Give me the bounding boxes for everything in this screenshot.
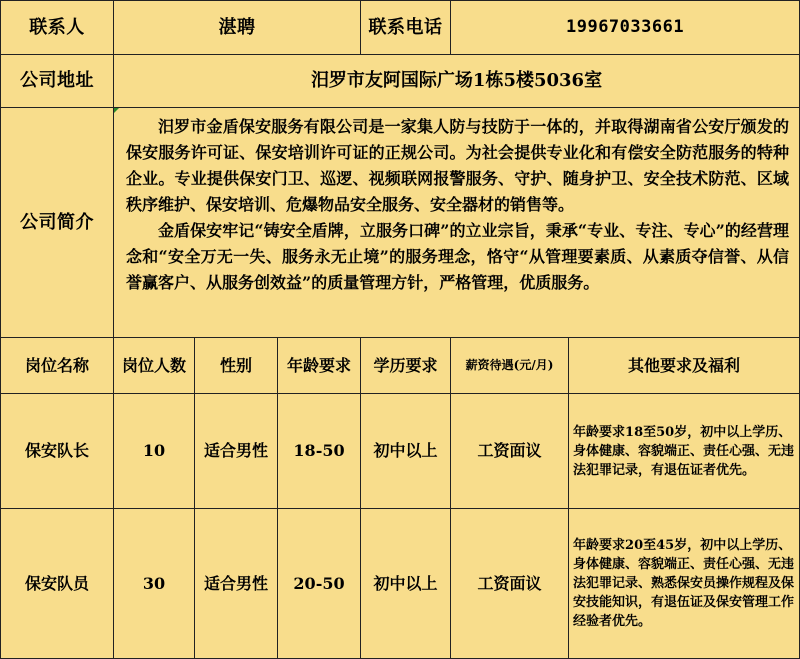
header-education: 学历要求 <box>361 338 451 394</box>
job-gender: 适合男性 <box>195 509 278 659</box>
contact-row <box>1 1 800 55</box>
cell-corner-marker <box>114 108 119 113</box>
header-gender: 性别 <box>195 338 278 394</box>
job-other: 年龄要求20至45岁，初中以上学历、身体健康、容貌端正、责任心强、无违法犯罪记录、熟悉保安员操作规程及保安技能知识，有退伍证及保安管理工作经验者优先。 <box>569 509 800 659</box>
header-age: 年龄要求 <box>278 338 361 394</box>
header-count: 岗位人数 <box>114 338 195 394</box>
table-row <box>1 394 800 509</box>
contact-person-value: 湛聘 <box>114 1 361 55</box>
job-count: 30 <box>114 509 195 659</box>
address-row <box>1 55 800 108</box>
header-position: 岗位名称 <box>1 338 114 394</box>
intro-text <box>114 108 800 338</box>
job-count: 10 <box>114 394 195 509</box>
job-position: 保安队员 <box>1 509 114 659</box>
job-education: 初中以上 <box>361 394 451 509</box>
job-age: 20-50 <box>278 509 361 659</box>
table-row <box>1 509 800 659</box>
address-value: 汨罗市友阿国际广场1栋5楼5036室 <box>114 55 800 108</box>
jobs-header-row <box>1 338 800 394</box>
job-education: 初中以上 <box>361 509 451 659</box>
job-age: 18-50 <box>278 394 361 509</box>
intro-label: 公司简介 <box>1 108 114 338</box>
contact-person-label: 联系人 <box>1 1 114 55</box>
contact-phone-label: 联系电话 <box>361 1 451 55</box>
job-salary: 工资面议 <box>451 509 569 659</box>
address-label: 公司地址 <box>1 55 114 108</box>
contact-phone-value: 19967033661 <box>451 1 800 55</box>
intro-row <box>1 108 800 338</box>
job-position: 保安队长 <box>1 394 114 509</box>
intro-paragraph-2: 金盾保安牢记“铸安全盾牌，立服务口碑”的立业宗旨，秉承“专业、专注、专心”的经营理念和“安全万无一失、服务永无止境”的服务理念，恪守“从管理要素质、从素质夺信誉、从信誉赢客户、从服务创效益”的质量管理方针，严格管理，优质服务。 <box>126 221 790 292</box>
header-other: 其他要求及福利 <box>569 338 800 394</box>
header-salary: 薪资待遇(元/月) <box>451 338 569 394</box>
intro-paragraph-1: 汨罗市金盾保安服务有限公司是一家集人防与技防于一体的，并取得湖南省公安厅颁发的保安服务许可证、保安培训许可证的正规公司。为社会提供专业化和有偿安全防范服务的特种企业。专业提供保安门卫、巡逻、视频联网报警服务、守护、随身护卫、安全技术防范、区域秩序维护、保安培训、危爆物品安全服务、安全器材的销售等。 <box>126 117 790 214</box>
job-other: 年龄要求18至50岁，初中以上学历、身体健康、容貌端正、责任心强、无违法犯罪记录，有退伍证者优先。 <box>569 394 800 509</box>
job-salary: 工资面议 <box>451 394 569 509</box>
job-gender: 适合男性 <box>195 394 278 509</box>
